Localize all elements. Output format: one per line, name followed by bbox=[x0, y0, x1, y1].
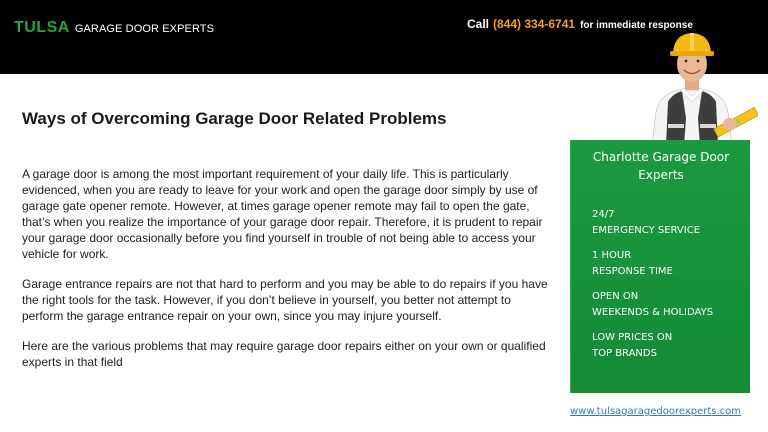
service-item-line1: 24/7 bbox=[592, 209, 615, 220]
page-title: Ways of Overcoming Garage Door Related Problems bbox=[22, 109, 447, 128]
website-link[interactable]: www.tulsagaragedoorexperts.com bbox=[570, 406, 742, 417]
paragraph-2: Garage entrance repairs are not that hard to perform and you may be able to do repairs if you have the right tools for the task. However, if you don’t believe in yourself, you better not attempt to perform the garage entrance repair on your own, since you may injure yourself. bbox=[22, 277, 548, 323]
paragraph-1: A garage door is among the most important requirement of your daily life. This is particularly evidenced, when you are ready to leave for your work and open the garage door simply by use of garage gate opener remote. However, at times garage opener remote may fail to open the gate, that’s when you realize the importance of your garage door repair. Therefore, it is prudent to repair your garage door occasionally before you find yourself in trouble of not being able to access your vehicle for work. bbox=[22, 167, 543, 261]
service-item-line2: WEEKENDS & HOLIDAYS bbox=[592, 307, 714, 318]
logo-strong-text: TULSA bbox=[14, 19, 70, 36]
call-tagline: for immediate response bbox=[580, 20, 693, 31]
service-item bbox=[592, 330, 747, 362]
article-body bbox=[22, 166, 550, 384]
service-item-line1: 1 HOUR bbox=[592, 250, 632, 261]
paragraph-3: Here are the various problems that may require garage door repairs either on your own or qualified experts in that field bbox=[22, 339, 546, 369]
company-logo[interactable] bbox=[14, 19, 214, 35]
worker-with-hardhat-illustration bbox=[626, 28, 758, 146]
service-item-line2: TOP BRANDS bbox=[592, 348, 657, 359]
service-item bbox=[592, 248, 747, 280]
logo-rest-text: GARAGE DOOR EXPERTS bbox=[74, 23, 215, 35]
panel-title: Charlotte Garage Door Experts bbox=[592, 150, 730, 182]
service-item-line1: LOW PRICES ON bbox=[592, 332, 673, 343]
service-item-line1: OPEN ON bbox=[592, 291, 639, 302]
call-label: Call bbox=[467, 17, 490, 31]
services-list bbox=[592, 207, 747, 371]
service-item-line2: EMERGENCY SERVICE bbox=[592, 225, 701, 236]
service-item-line2: RESPONSE TIME bbox=[592, 266, 673, 277]
phone-number-link[interactable]: (844) 334-6741 bbox=[493, 17, 576, 31]
services-panel bbox=[570, 140, 750, 393]
service-item bbox=[592, 207, 747, 239]
service-item bbox=[592, 289, 747, 321]
